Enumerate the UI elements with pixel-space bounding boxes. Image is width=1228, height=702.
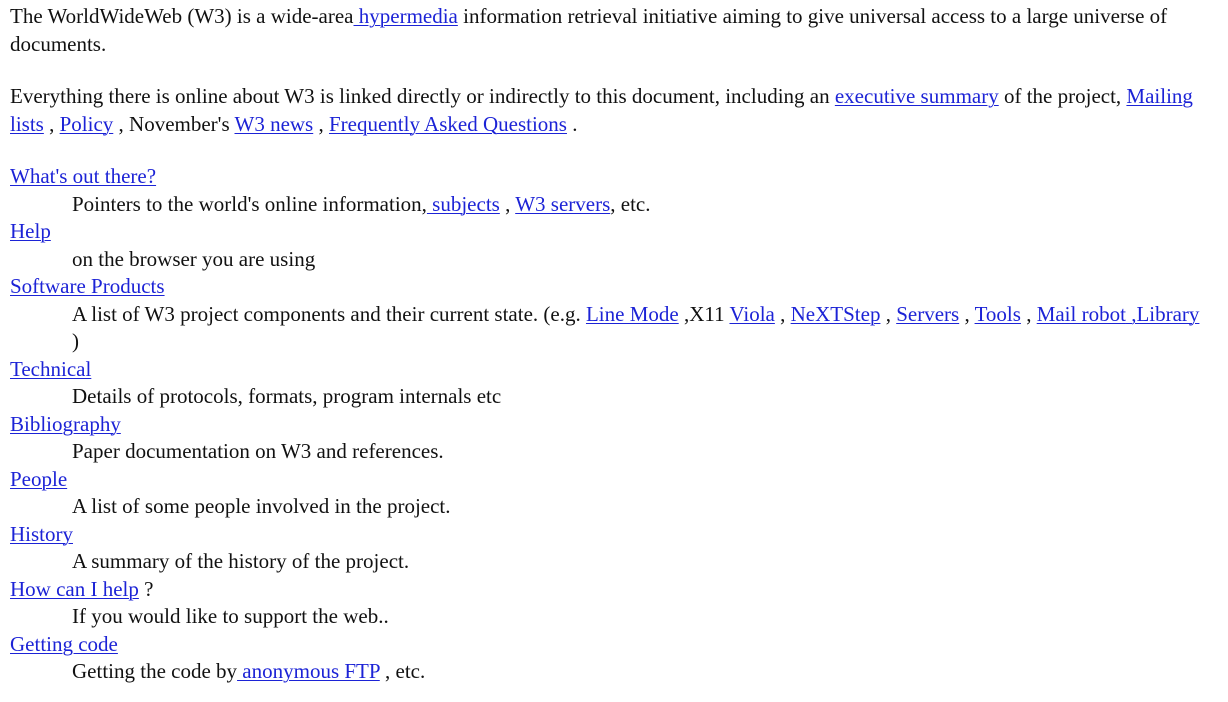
topic-software-products [10, 273, 1210, 301]
intro-paragraph [10, 3, 1210, 58]
overview-text-2: of the project, [998, 84, 1127, 108]
separator: , [1020, 301, 1037, 326]
description-text: A list of W3 project components and their current state. (e.g. [72, 301, 586, 326]
topic-description [72, 658, 1210, 686]
overview-text: Everything there is online about W3 is linked directly or indirectly to this document, including an [10, 84, 835, 108]
topic-bibliography [10, 411, 1210, 439]
topic-history [10, 521, 1210, 549]
intro-text-end: information retrieval initiative aiming to give universal access to a large universe of documents. [10, 4, 1168, 56]
topic-description: A list of some people involved in the project. [72, 494, 451, 518]
x11-text: ,X11 [678, 301, 730, 326]
separator: , [880, 301, 897, 326]
executive-summary-link[interactable]: executive summary [834, 84, 999, 108]
topic-technical [10, 356, 1210, 384]
how-can-i-help-link[interactable]: How can I help [10, 576, 139, 601]
servers-link[interactable]: Servers [896, 301, 960, 326]
technical-link[interactable]: Technical [10, 356, 92, 381]
software-products-link[interactable]: Software Products [10, 274, 165, 298]
policy-link[interactable]: Policy [59, 111, 114, 136]
getting-code-link[interactable]: Getting code [10, 631, 118, 656]
document-page [2, 0, 1218, 700]
topic-whats-out-there [10, 163, 1210, 191]
nextstep-link[interactable]: NeXTStep [790, 301, 881, 326]
history-link[interactable]: History [10, 521, 73, 546]
subjects-link[interactable]: subjects [426, 191, 500, 216]
separator: , [43, 111, 60, 136]
line-mode-link[interactable]: Line Mode [585, 301, 679, 326]
topic-description: Paper documentation on W3 and references. [72, 439, 444, 463]
description-text-end: , etc. [379, 659, 426, 683]
whats-out-there-link[interactable]: What's out there? [10, 164, 157, 188]
topic-description [72, 191, 1210, 219]
anonymous-ftp-link[interactable]: anonymous FTP [237, 659, 380, 683]
faq-link[interactable]: Frequently Asked Questions [328, 111, 567, 136]
mail-robot-link[interactable]: Mail robot [1036, 301, 1126, 326]
tools-link[interactable]: Tools [974, 301, 1021, 326]
separator: , [959, 301, 975, 326]
viola-link[interactable]: Viola [729, 301, 775, 326]
topic-people [10, 466, 1210, 494]
separator: , [774, 301, 791, 326]
topic-description: on the browser you are using [72, 246, 316, 271]
separator: , [499, 191, 516, 216]
topic-how-can-i-help [10, 576, 1210, 604]
overview-paragraph [10, 83, 1210, 138]
bibliography-link[interactable]: Bibliography [10, 411, 121, 436]
library-link[interactable]: ,Library [1125, 301, 1200, 326]
intro-text: The WorldWideWeb (W3) is a wide-area [10, 4, 354, 28]
topic-description: Details of protocols, formats, program internals etc [72, 384, 502, 408]
separator: , [313, 111, 329, 136]
overview-text-3: , November's [113, 111, 235, 136]
description-text: Pointers to the world's online information, [72, 191, 427, 216]
mailing-lists-link[interactable]: Mailing lists [10, 84, 1193, 136]
help-link[interactable]: Help [10, 219, 51, 243]
topic-help [10, 218, 1210, 246]
topic-description: A summary of the history of the project. [72, 549, 410, 573]
description-text-end: , etc. [610, 191, 651, 216]
question-mark: ? [138, 576, 154, 601]
topic-description [72, 301, 1210, 356]
people-link[interactable]: People [10, 466, 68, 491]
w3-news-link[interactable]: W3 news [234, 111, 314, 136]
w3-servers-link[interactable]: W3 servers [515, 191, 611, 216]
hypermedia-link[interactable]: hypermedia [353, 4, 458, 28]
topic-description: If you would like to support the web.. [72, 604, 389, 628]
description-text: Getting the code by [72, 659, 238, 683]
topic-list [10, 163, 1210, 686]
closing-paren: ) [72, 329, 79, 353]
period: . [566, 111, 578, 136]
topic-getting-code [10, 631, 1210, 659]
